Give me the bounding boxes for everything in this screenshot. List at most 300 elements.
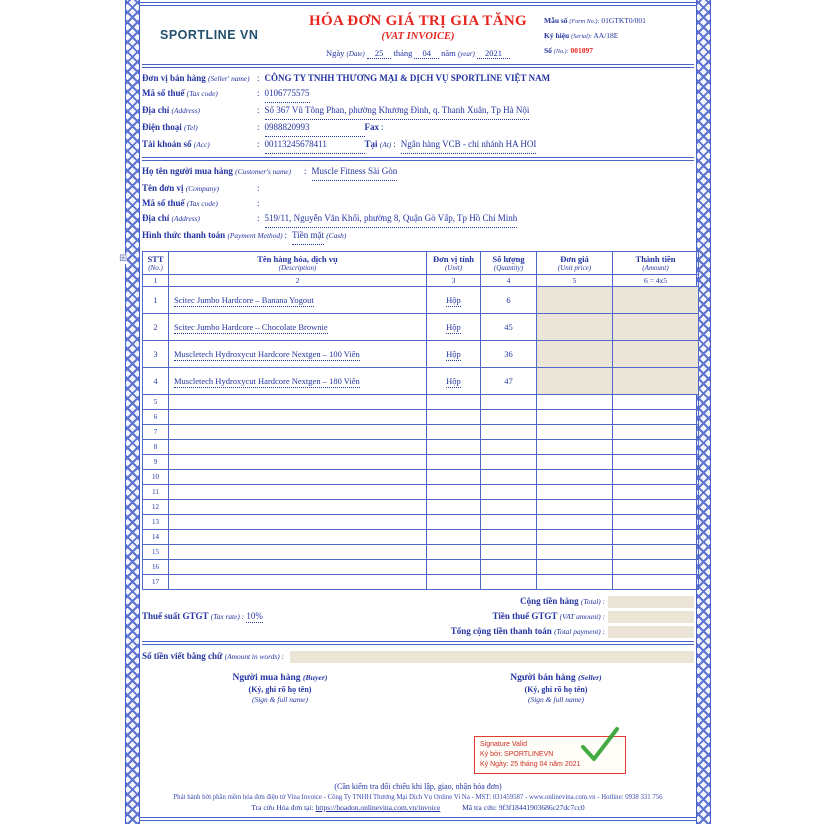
seller-section [142, 71, 694, 154]
line-quantity: 47 [481, 368, 537, 395]
empty-cell [537, 455, 613, 470]
line-no: 13 [143, 515, 169, 530]
empty-cell [537, 515, 613, 530]
bank-at-label: Tại [364, 139, 378, 149]
col-title-en: (Description) [278, 264, 317, 272]
divider [142, 641, 694, 645]
line-no: 10 [143, 470, 169, 485]
taxrate-wrap [142, 609, 263, 624]
empty-line-row [143, 545, 699, 560]
empty-cell [427, 530, 481, 545]
line-no: 11 [143, 485, 169, 500]
empty-cell [481, 485, 537, 500]
empty-cell [537, 470, 613, 485]
subtotal-label-wrap [520, 594, 605, 609]
empty-cell [169, 440, 427, 455]
empty-cell [613, 485, 699, 500]
subtotal-value-redacted [608, 596, 694, 608]
empty-cell [537, 410, 613, 425]
col-index: 6 = 4x5 [613, 275, 699, 287]
line-no: 3 [143, 341, 169, 368]
year-word: năm [441, 48, 456, 58]
buyer-address-label-en: (Address) [171, 214, 200, 223]
software-credit: Phát hành bởi phần mềm hóa đơn điện tử Vina Invoice - Công Ty TNHH Thương Mại Dịch Vụ Online Vi Na - MST: 031459587 - www.onlinevina.com.vn - Hotline: 0938 331 756 [173, 794, 663, 801]
line-no: 14 [143, 530, 169, 545]
empty-cell [613, 560, 699, 575]
col-title-en: (No.) [148, 264, 163, 272]
colon: : [284, 230, 288, 240]
seller-account-label: Tài khoản số [142, 139, 192, 149]
col-title: Thành tiền [635, 254, 676, 264]
grand-total-label: Tổng cộng tiền thanh toán [450, 626, 552, 636]
line-no: 15 [143, 545, 169, 560]
line-description-text: Muscletech Hydroxycut Hardcore Nextgen – 100 Viên [174, 349, 360, 359]
line-unit-price-redacted [537, 287, 613, 314]
line-unit-text: Hộp [446, 376, 461, 386]
empty-cell [169, 500, 427, 515]
seller-account-row [142, 137, 694, 154]
empty-cell [613, 500, 699, 515]
seller-signature-block [418, 673, 694, 704]
seller-phone-label: Điện thoại [142, 122, 182, 132]
empty-cell [613, 545, 699, 560]
form-no-label-en: (Form No.): [569, 19, 600, 25]
empty-cell [169, 545, 427, 560]
line-amount-redacted [613, 368, 699, 395]
bank-name-value: Ngân hàng VCB - chi nhánh HA HOI [401, 137, 537, 154]
seller-address-value: Số 367 Vũ Tông Phan, phường Khương Đình, q. Thanh Xuân, Tp Hà Nội [265, 103, 530, 120]
line-unit [427, 314, 481, 341]
buyer-address-value: 519/11, Nguyễn Văn Khối, phường 8, Quận Gò Vấp, Tp Hồ Chí Minh [265, 211, 518, 228]
empty-cell [481, 560, 537, 575]
vat-value-redacted [608, 611, 694, 623]
line-quantity: 45 [481, 314, 537, 341]
buyer-address-label-wrap [142, 211, 255, 226]
year-word-en: (year) [457, 50, 475, 58]
lookup-link[interactable]: https://hoadon.onlinevina.com.vn/invoice [315, 803, 441, 812]
sign-note: (Ký, ghi rõ họ tên) [524, 685, 588, 694]
date-word-en: (Date) [346, 50, 365, 58]
amount-in-words-redacted [290, 651, 694, 663]
empty-cell [613, 575, 699, 590]
page-border-top [140, 2, 696, 6]
empty-cell [613, 470, 699, 485]
seller-account-label-en: (Acc) [193, 140, 210, 149]
empty-cell [537, 530, 613, 545]
tax-row [142, 609, 694, 624]
line-unit-price-redacted [537, 368, 613, 395]
line-unit-text: Hộp [446, 349, 461, 359]
buyer-company-row [142, 181, 694, 196]
col-title: STT [147, 254, 164, 264]
signature-valid-text: Signature Valid [480, 741, 527, 748]
colon: : [257, 139, 260, 149]
grand-total-row [142, 624, 694, 639]
col-title: Tên hàng hóa, dịch vụ [257, 254, 338, 264]
colon: : [257, 73, 260, 83]
col-header-unit [427, 252, 481, 275]
amount-in-words-label: Số tiền viết bằng chữ [142, 651, 223, 661]
empty-cell [481, 470, 537, 485]
subtotal-label-en: (Total) : [580, 597, 605, 606]
empty-cell [537, 395, 613, 410]
col-header-amount [613, 252, 699, 275]
grand-total-label-en: (Total payment) : [554, 627, 605, 636]
seller-name-label: Đơn vị bán hàng [142, 73, 206, 83]
empty-cell [427, 575, 481, 590]
empty-cell [427, 440, 481, 455]
payment-method-row [142, 228, 694, 245]
empty-cell [427, 500, 481, 515]
line-unit [427, 368, 481, 395]
signed-date-text: Ký Ngày: 25 tháng 04 năm 2021 [480, 761, 581, 768]
seller-account-label-wrap [142, 137, 255, 152]
empty-cell [169, 575, 427, 590]
colon: : [257, 88, 260, 98]
serial-value: AA/18E [593, 31, 619, 40]
invoice-subtitle: (VAT INVOICE) [381, 31, 455, 42]
empty-cell [537, 560, 613, 575]
line-no: 12 [143, 500, 169, 515]
line-amount-redacted [613, 287, 699, 314]
colon: : [257, 105, 260, 115]
empty-cell [169, 410, 427, 425]
seller-taxcode-row [142, 86, 694, 103]
form-no-value: 01GTKT0/001 [601, 16, 646, 25]
taxrate-label-en: (Tax rate) : [210, 612, 245, 621]
line-no: 16 [143, 560, 169, 575]
invoice-no-value: 001897 [570, 46, 594, 55]
empty-line-row [143, 410, 699, 425]
seller-title: Người bán hàng [510, 673, 576, 683]
table-header-row [143, 252, 699, 275]
line-unit [427, 341, 481, 368]
sign-note: (Ký, ghi rõ họ tên) [248, 685, 312, 694]
empty-line-row [143, 455, 699, 470]
line-quantity: 36 [481, 341, 537, 368]
subtotal-row [142, 594, 694, 609]
vat-label: Tiền thuế GTGT [492, 611, 558, 621]
seller-phone-row [142, 120, 694, 137]
empty-cell [427, 485, 481, 500]
empty-cell [427, 425, 481, 440]
amount-in-words-label-wrap [142, 648, 284, 665]
taxrate-label: Thuế suất GTGT [142, 611, 209, 621]
empty-line-row [143, 485, 699, 500]
decorative-border-left [125, 0, 140, 824]
col-title: Đơn giá [560, 254, 589, 264]
col-index: 2 [169, 275, 427, 287]
divider [142, 64, 694, 68]
empty-cell [613, 440, 699, 455]
date-year: 2021 [477, 48, 510, 59]
empty-cell [169, 455, 427, 470]
col-index: 5 [537, 275, 613, 287]
seller-address-row [142, 103, 694, 120]
serial-row [544, 29, 694, 44]
seller-address-label-en: (Address) [171, 106, 200, 115]
empty-cell [481, 395, 537, 410]
col-title-en: (Unit price) [557, 264, 592, 272]
grand-total-label-wrap [451, 624, 605, 639]
form-no-label: Mẫu số [544, 16, 568, 25]
sign-note-en: (Sign & full name) [527, 695, 585, 704]
seller-taxcode-label-en: (Tax code) [186, 89, 218, 98]
form-no-row [544, 14, 694, 29]
empty-cell [537, 500, 613, 515]
colon: : [257, 213, 260, 223]
buyer-title: Người mua hàng [232, 673, 301, 683]
col-title-en: (Quantity) [493, 264, 524, 272]
buyer-name-label: Họ tên người mua hàng [142, 166, 233, 176]
seller-address-label-wrap [142, 103, 255, 118]
fax-label: Fax [364, 122, 380, 132]
empty-cell [481, 530, 537, 545]
colon: : [393, 139, 396, 149]
line-description-text: Muscletech Hydroxycut Hardcore Nextgen – 180 Viên [174, 376, 360, 386]
buyer-name-label-wrap [142, 164, 302, 179]
col-index: 4 [481, 275, 537, 287]
serial-label-en: (Serial): [571, 34, 592, 40]
empty-line-row [143, 440, 699, 455]
taxrate-value: 10% [246, 611, 263, 621]
seller-account-value: 00113245678411 [265, 137, 365, 154]
empty-line-row [143, 575, 699, 590]
line-no: 2 [143, 314, 169, 341]
seller-address-label: Địa chỉ [142, 105, 170, 115]
colon: : [257, 198, 260, 208]
buyer-name-row [142, 164, 694, 181]
signed-by-text: Ký bởi: SPORTLINEVN [480, 751, 554, 758]
bank-at-label-en: (At) [379, 140, 392, 149]
line-description [169, 314, 427, 341]
empty-line-row [143, 560, 699, 575]
seller-name-value: CÔNG TY TNHH THƯƠNG MẠI & DỊCH VỤ SPORTLINE VIỆT NAM [264, 73, 551, 83]
col-index: 1 [143, 275, 169, 287]
invoice-meta [544, 10, 694, 62]
amount-in-words-label-en: (Amount in words) : [224, 652, 285, 661]
signatures-section [142, 673, 694, 704]
seller-phone-label-wrap [142, 120, 255, 135]
line-no: 7 [143, 425, 169, 440]
invoice-page [119, 0, 711, 824]
empty-cell [481, 440, 537, 455]
invoice-header [142, 10, 694, 62]
seller-title-en: (Seller) [577, 673, 602, 682]
month-word: tháng [393, 48, 413, 58]
company-logo: SPORTLINE VN [160, 28, 259, 42]
invoice-line-item [143, 314, 699, 341]
empty-cell [613, 455, 699, 470]
grand-total-value-redacted [608, 626, 694, 638]
vat-wrap [493, 609, 694, 624]
empty-cell [169, 515, 427, 530]
empty-line-row [143, 530, 699, 545]
buyer-company-label-wrap [142, 181, 255, 196]
line-quantity: 6 [481, 287, 537, 314]
col-header-unit-price [537, 252, 613, 275]
empty-cell [537, 545, 613, 560]
buyer-address-row [142, 211, 694, 228]
buyer-signature-block [142, 673, 418, 704]
empty-cell [613, 410, 699, 425]
colon: : [257, 122, 260, 132]
green-check-icon [577, 725, 621, 765]
line-description [169, 341, 427, 368]
line-no: 17 [143, 575, 169, 590]
serial-label: Ký hiệu [544, 31, 570, 40]
col-title-en: (Unit) [444, 264, 463, 272]
line-no: 4 [143, 368, 169, 395]
col-title-en: (Amount) [642, 264, 669, 272]
line-no: 6 [143, 410, 169, 425]
payment-method-value-en: (Cash) [326, 231, 347, 240]
subtotal-label: Cộng tiền hàng [520, 596, 579, 606]
buyer-taxcode-label-wrap [142, 196, 255, 211]
line-unit-text: Hộp [446, 322, 461, 332]
verify-note: (Cần kiểm tra đối chiếu khi lập, giao, nhận hóa đơn) [334, 782, 502, 791]
divider [142, 157, 694, 161]
lookup-code-label: Mã tra cứu: [462, 803, 497, 812]
empty-cell [427, 545, 481, 560]
empty-line-row [143, 500, 699, 515]
seller-phone-label-en: (Tel) [184, 123, 198, 132]
empty-cell [481, 410, 537, 425]
line-no: 9 [143, 455, 169, 470]
title-block [292, 10, 544, 62]
empty-cell [613, 395, 699, 410]
buyer-company-label: Tên đơn vị [142, 183, 184, 193]
invoice-line-item [143, 287, 699, 314]
col-title: Đơn vị tính [432, 254, 475, 264]
buyer-name-label-en: (Customer's name) [235, 167, 292, 176]
line-description-text: Scitec Jumbo Hardcore – Banana Yogout [174, 295, 314, 305]
empty-cell [537, 485, 613, 500]
seller-name-label-en: (Seller' name) [208, 74, 250, 83]
digital-signature-stamp [474, 736, 626, 774]
line-description [169, 368, 427, 395]
empty-cell [481, 425, 537, 440]
invoice-content [140, 8, 696, 816]
empty-line-row [143, 470, 699, 485]
empty-cell [427, 395, 481, 410]
empty-cell [481, 515, 537, 530]
line-unit-text: Hộp [446, 295, 461, 305]
lookup-row [140, 803, 696, 812]
seller-taxcode-label-wrap [142, 86, 255, 101]
col-index: 3 [427, 275, 481, 287]
empty-cell [613, 530, 699, 545]
empty-cell [537, 440, 613, 455]
column-index-row [143, 275, 699, 287]
empty-cell [169, 530, 427, 545]
empty-cell [427, 515, 481, 530]
empty-cell [481, 575, 537, 590]
buyer-section [142, 164, 694, 245]
vat-label-en: (VAT amount) : [559, 612, 605, 621]
amount-in-words-row [142, 648, 694, 665]
empty-cell [169, 485, 427, 500]
seller-phone-value: 0988820993 [265, 120, 365, 137]
seller-taxcode-value: 0106775575 [265, 86, 310, 103]
line-items-table [142, 251, 699, 590]
seller-taxcode-label: Mã số thuế [142, 88, 185, 98]
colon: : [304, 166, 307, 176]
colon: : [381, 122, 384, 132]
invoice-title: HÓA ĐƠN GIÁ TRỊ GIA TĂNG [309, 13, 527, 29]
empty-line-row [143, 395, 699, 410]
invoice-footer [140, 782, 696, 812]
payment-method-value: Tiền mặt [292, 228, 324, 245]
line-amount-redacted [613, 314, 699, 341]
line-description [169, 287, 427, 314]
line-no: 8 [143, 440, 169, 455]
empty-cell [169, 395, 427, 410]
buyer-signature-title [142, 673, 418, 683]
sign-note-en: (Sign & full name) [251, 695, 309, 704]
empty-cell [169, 425, 427, 440]
invoice-no-row [544, 44, 694, 59]
buyer-taxcode-label-en: (Tax code) [186, 199, 218, 208]
line-no: 1 [143, 287, 169, 314]
buyer-name-value: Muscle Fitness Sài Gòn [312, 164, 398, 181]
empty-cell [169, 470, 427, 485]
move-anchor-icon[interactable]: ⊞ [119, 253, 128, 264]
payment-method-label-wrap [142, 228, 283, 243]
empty-cell [427, 560, 481, 575]
col-title: Số lượng [492, 254, 525, 264]
seller-name-label-wrap [142, 71, 255, 86]
payment-method-label: Hình thức thanh toán [142, 230, 226, 240]
invoice-no-label-en: (No.): [553, 49, 569, 55]
col-header-stt [143, 252, 169, 275]
invoice-line-item [143, 368, 699, 395]
totals-section [142, 594, 694, 639]
buyer-taxcode-label: Mã số thuế [142, 198, 185, 208]
empty-cell [427, 455, 481, 470]
empty-cell [537, 425, 613, 440]
lookup-label: Tra cứu Hóa đơn tại: [251, 803, 314, 812]
line-unit [427, 287, 481, 314]
date-day: 25 [367, 48, 392, 59]
col-header-description [169, 252, 427, 275]
line-amount-redacted [613, 341, 699, 368]
seller-name-row [142, 71, 694, 86]
empty-line-row [143, 515, 699, 530]
invoice-date-line [292, 48, 544, 58]
page-border-bottom [140, 817, 696, 821]
line-unit-price-redacted [537, 341, 613, 368]
payment-method-label-en: (Payment Method) [227, 231, 283, 240]
line-unit-price-redacted [537, 314, 613, 341]
empty-cell [481, 545, 537, 560]
line-description-text: Scitec Jumbo Hardcore – Chocolate Brownie [174, 322, 328, 332]
col-header-quantity [481, 252, 537, 275]
empty-cell [427, 410, 481, 425]
seller-signature-title [418, 673, 694, 683]
empty-cell [613, 515, 699, 530]
lookup-code-value: 9f3f18441903686c27dc7cc0 [498, 803, 585, 812]
empty-cell [481, 500, 537, 515]
empty-cell [481, 455, 537, 470]
buyer-title-en: (Buyer) [302, 673, 328, 682]
line-no: 5 [143, 395, 169, 410]
empty-cell [613, 425, 699, 440]
buyer-taxcode-row [142, 196, 694, 211]
empty-cell [537, 575, 613, 590]
colon: : [257, 183, 260, 193]
empty-line-row [143, 425, 699, 440]
